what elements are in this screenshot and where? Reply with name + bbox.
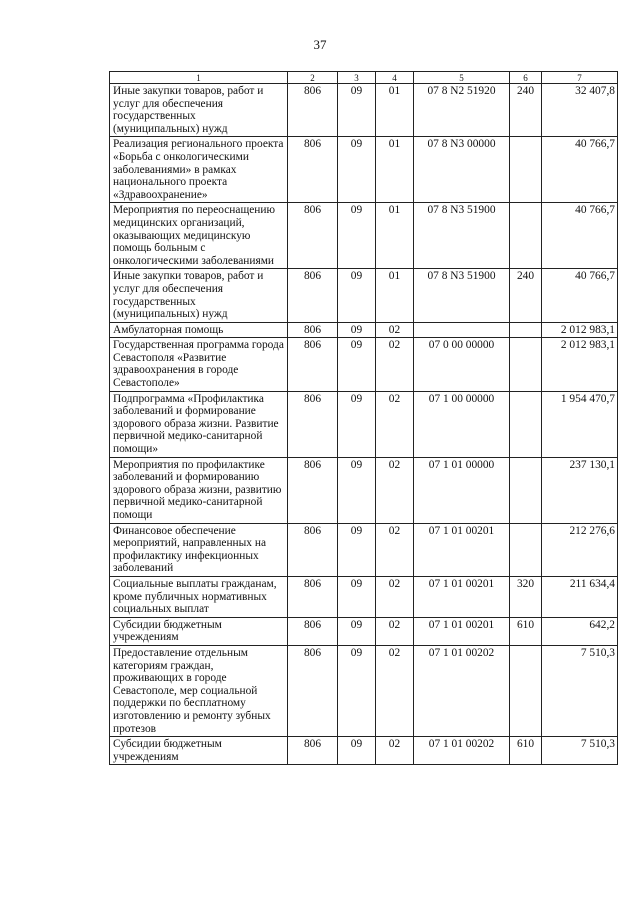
section-code-cell: 09	[338, 322, 376, 338]
expense-type-cell	[510, 645, 542, 736]
department-code-cell: 806	[288, 523, 338, 576]
table-row	[110, 338, 618, 391]
row-name-cell: Реализация регионального проекта «Борьба с онкологическими заболеваниями» в рамках национального проекта «Здравоохранение»	[110, 137, 288, 203]
subsection-code-cell: 01	[376, 269, 414, 322]
expense-type-cell	[510, 457, 542, 523]
target-article-cell: 07 8 N3 51900	[414, 203, 510, 269]
row-name-cell: Предоставление отдельным категориям граждан, проживающих в городе Севастополе, мер социальной поддержки по бесплатному изготовлению и ремонту зубных протезов	[110, 645, 288, 736]
section-code-cell: 09	[338, 338, 376, 391]
expense-type-cell	[510, 391, 542, 457]
table-row	[110, 737, 618, 765]
table-row	[110, 322, 618, 338]
column-header: 7	[542, 72, 618, 84]
table-row	[110, 269, 618, 322]
amount-cell: 212 276,6	[542, 523, 618, 576]
expense-type-cell: 610	[510, 617, 542, 645]
subsection-code-cell: 02	[376, 617, 414, 645]
section-code-cell: 09	[338, 137, 376, 203]
row-name-cell: Мероприятия по профилактике заболеваний и формированию здорового образа жизни, развитию первичной медико-санитарной помощи	[110, 457, 288, 523]
amount-cell: 2 012 983,1	[542, 338, 618, 391]
subsection-code-cell: 01	[376, 137, 414, 203]
target-article-cell: 07 1 01 00000	[414, 457, 510, 523]
row-name-cell: Субсидии бюджетным учреждениям	[110, 737, 288, 765]
row-name-cell: Подпрограмма «Профилактика заболеваний и формирование здорового образа жизни. Развитие первичной медико-санитарной помощи»	[110, 391, 288, 457]
table-row	[110, 457, 618, 523]
expense-type-cell: 610	[510, 737, 542, 765]
amount-cell: 642,2	[542, 617, 618, 645]
expense-type-cell	[510, 338, 542, 391]
target-article-cell: 07 1 01 00202	[414, 737, 510, 765]
subsection-code-cell: 02	[376, 576, 414, 617]
section-code-cell: 09	[338, 391, 376, 457]
row-name-cell: Субсидии бюджетным учреждениям	[110, 617, 288, 645]
amount-cell: 211 634,4	[542, 576, 618, 617]
subsection-code-cell: 02	[376, 322, 414, 338]
department-code-cell: 806	[288, 137, 338, 203]
section-code-cell: 09	[338, 203, 376, 269]
expense-type-cell	[510, 137, 542, 203]
amount-cell: 32 407,8	[542, 84, 618, 137]
subsection-code-cell: 02	[376, 391, 414, 457]
section-code-cell: 09	[338, 457, 376, 523]
table-row	[110, 645, 618, 736]
section-code-cell: 09	[338, 576, 376, 617]
department-code-cell: 806	[288, 576, 338, 617]
department-code-cell: 806	[288, 84, 338, 137]
expense-type-cell	[510, 203, 542, 269]
column-number-row	[110, 72, 618, 84]
subsection-code-cell: 01	[376, 203, 414, 269]
amount-cell: 237 130,1	[542, 457, 618, 523]
subsection-code-cell: 01	[376, 84, 414, 137]
column-header: 4	[376, 72, 414, 84]
column-header: 2	[288, 72, 338, 84]
section-code-cell: 09	[338, 523, 376, 576]
department-code-cell: 806	[288, 203, 338, 269]
expense-type-cell: 240	[510, 269, 542, 322]
row-name-cell: Финансовое обеспечение мероприятий, направленных на профилактику инфекционных заболеваний	[110, 523, 288, 576]
table-row	[110, 203, 618, 269]
target-article-cell	[414, 322, 510, 338]
target-article-cell: 07 1 01 00201	[414, 576, 510, 617]
amount-cell: 7 510,3	[542, 645, 618, 736]
row-name-cell: Социальные выплаты гражданам, кроме публичных нормативных социальных выплат	[110, 576, 288, 617]
department-code-cell: 806	[288, 338, 338, 391]
table-row	[110, 84, 618, 137]
expense-type-cell	[510, 322, 542, 338]
amount-cell: 2 012 983,1	[542, 322, 618, 338]
target-article-cell: 07 1 00 00000	[414, 391, 510, 457]
department-code-cell: 806	[288, 457, 338, 523]
column-header: 5	[414, 72, 510, 84]
department-code-cell: 806	[288, 737, 338, 765]
table-row	[110, 137, 618, 203]
expense-type-cell	[510, 523, 542, 576]
budget-table	[109, 71, 618, 765]
department-code-cell: 806	[288, 322, 338, 338]
target-article-cell: 07 0 00 00000	[414, 338, 510, 391]
target-article-cell: 07 1 01 00201	[414, 617, 510, 645]
expense-type-cell: 320	[510, 576, 542, 617]
table-row	[110, 523, 618, 576]
row-name-cell: Иные закупки товаров, работ и услуг для обеспечения государственных (муниципальных) нужд	[110, 84, 288, 137]
row-name-cell: Мероприятия по переоснащению медицинских организаций, оказывающих медицинскую помощь больным с онкологическими заболеваниями	[110, 203, 288, 269]
target-article-cell: 07 1 01 00201	[414, 523, 510, 576]
subsection-code-cell: 02	[376, 737, 414, 765]
department-code-cell: 806	[288, 617, 338, 645]
subsection-code-cell: 02	[376, 523, 414, 576]
section-code-cell: 09	[338, 84, 376, 137]
department-code-cell: 806	[288, 645, 338, 736]
target-article-cell: 07 8 N3 00000	[414, 137, 510, 203]
department-code-cell: 806	[288, 269, 338, 322]
column-header: 1	[110, 72, 288, 84]
section-code-cell: 09	[338, 617, 376, 645]
section-code-cell: 09	[338, 269, 376, 322]
target-article-cell: 07 8 N2 51920	[414, 84, 510, 137]
section-code-cell: 09	[338, 645, 376, 736]
target-article-cell: 07 8 N3 51900	[414, 269, 510, 322]
amount-cell: 40 766,7	[542, 137, 618, 203]
amount-cell: 40 766,7	[542, 269, 618, 322]
subsection-code-cell: 02	[376, 645, 414, 736]
page-number: 37	[313, 37, 327, 52]
column-header: 3	[338, 72, 376, 84]
column-header: 6	[510, 72, 542, 84]
department-code-cell: 806	[288, 391, 338, 457]
subsection-code-cell: 02	[376, 338, 414, 391]
amount-cell: 7 510,3	[542, 737, 618, 765]
amount-cell: 1 954 470,7	[542, 391, 618, 457]
amount-cell: 40 766,7	[542, 203, 618, 269]
expense-type-cell: 240	[510, 84, 542, 137]
section-code-cell: 09	[338, 737, 376, 765]
subsection-code-cell: 02	[376, 457, 414, 523]
row-name-cell: Амбулаторная помощь	[110, 322, 288, 338]
table-row	[110, 617, 618, 645]
row-name-cell: Иные закупки товаров, работ и услуг для обеспечения государственных (муниципальных) нужд	[110, 269, 288, 322]
row-name-cell: Государственная программа города Севастополя «Развитие здравоохранения в городе Севастополе»	[110, 338, 288, 391]
table-row	[110, 576, 618, 617]
table-row	[110, 391, 618, 457]
target-article-cell: 07 1 01 00202	[414, 645, 510, 736]
